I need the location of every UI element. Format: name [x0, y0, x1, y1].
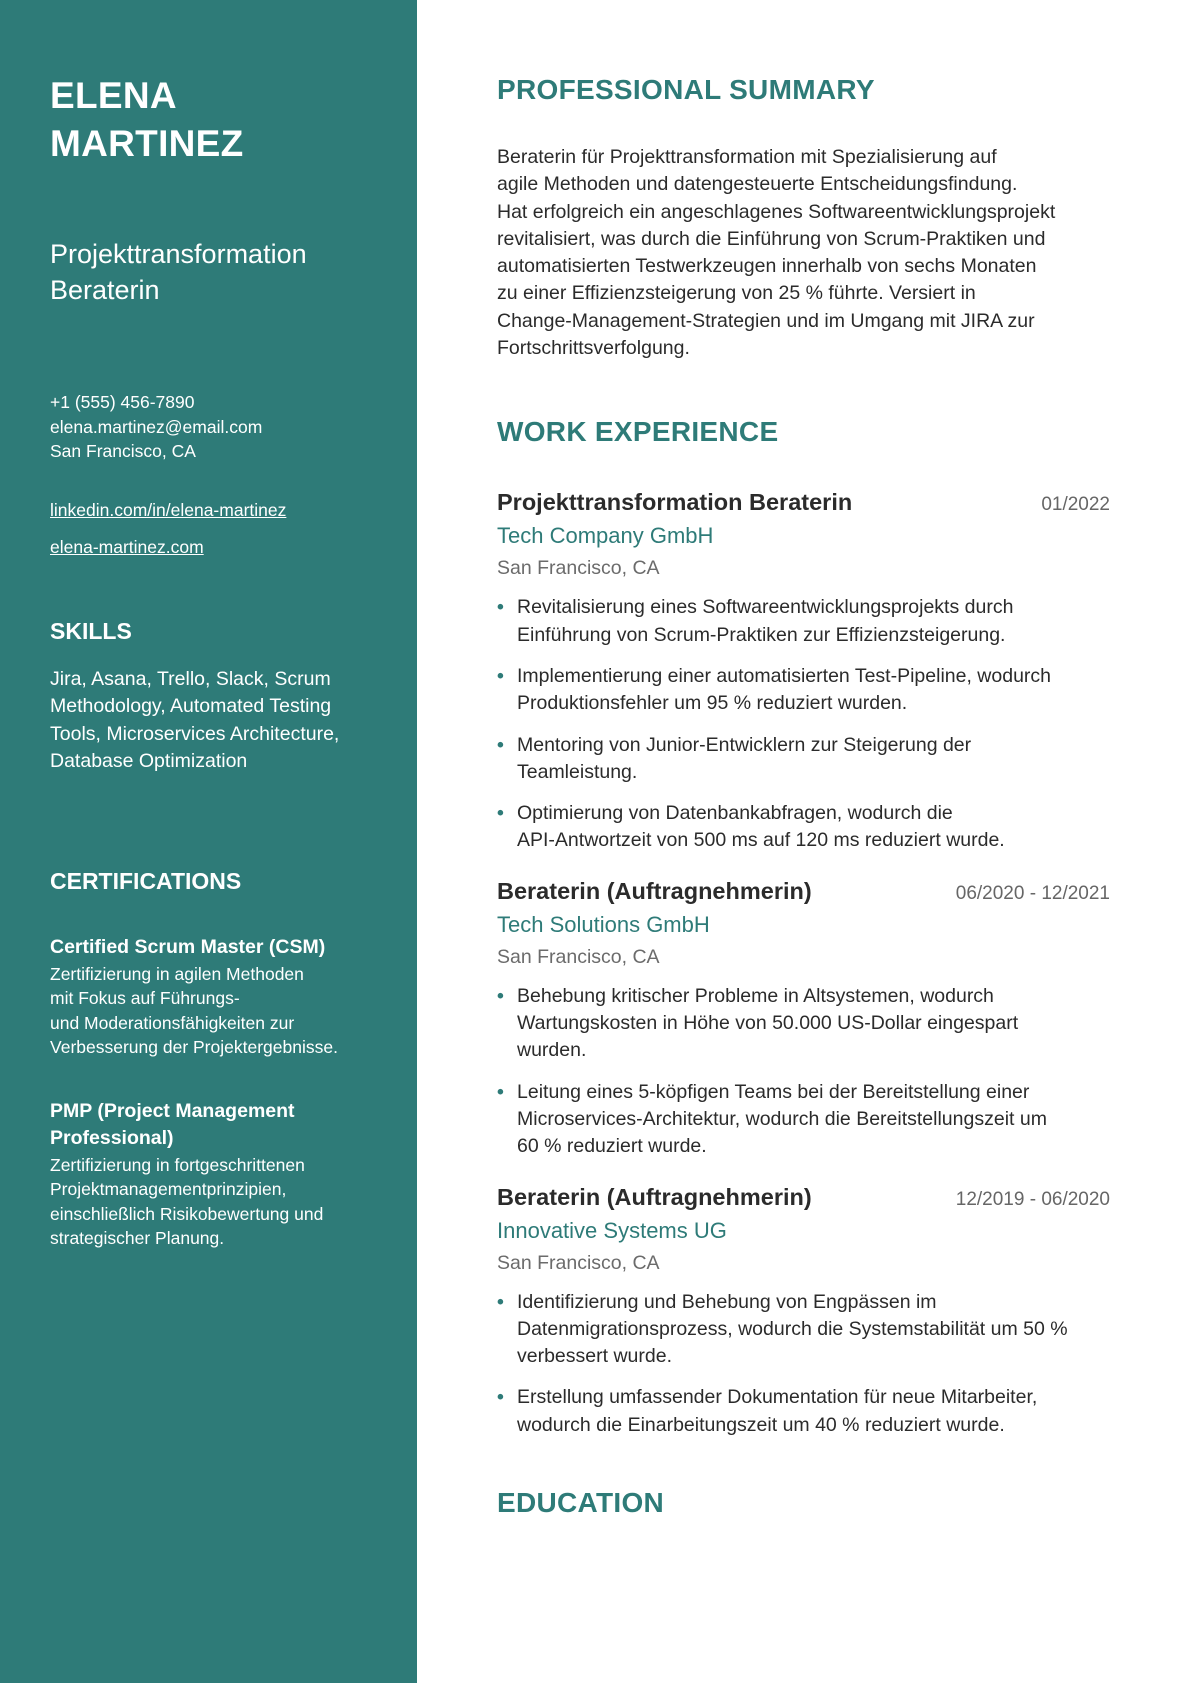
- skills-line: Methodology, Automated Testing: [50, 695, 332, 717]
- certification-description: [50, 1153, 377, 1251]
- job-location: San Francisco, CA: [497, 1251, 660, 1274]
- education-heading: EDUCATION: [497, 1487, 665, 1519]
- summary-line: zu einer Effizienzsteigerung von 25 % führte. Versiert in: [497, 282, 976, 305]
- certifications-heading: CERTIFICATIONS: [50, 867, 242, 894]
- bullet-icon: •: [497, 1080, 504, 1103]
- main-content: [417, 0, 1190, 1683]
- certification-item: [50, 1098, 377, 1251]
- job-title: Beraterin (Auftragnehmerin): [497, 1183, 812, 1210]
- summary-line: Change-Management-Strategien und im Umgang mit JIRA zur: [497, 309, 1035, 332]
- bullet-line: Teamleistung.: [517, 760, 638, 783]
- candidate-role: [50, 236, 377, 308]
- list-item: [497, 983, 1110, 1065]
- certification-description: [50, 962, 377, 1060]
- bullet-line: Behebung kritischer Probleme in Altsystemen, wodurch: [517, 984, 994, 1007]
- certification-title: [50, 1098, 377, 1152]
- bullet-line: wodurch die Einarbeitungszeit um 40 % reduziert wurde.: [517, 1413, 1005, 1436]
- job-entry: [497, 1181, 1110, 1439]
- role-line: Projekttransformation: [50, 239, 307, 269]
- job-title: Projekttransformation Beraterin: [497, 489, 853, 516]
- job-bullets: [497, 1289, 1110, 1439]
- candidate-name: ELENA MARTINEZ: [50, 75, 244, 164]
- summary-line: Fortschrittsverfolgung.: [497, 337, 690, 360]
- sidebar: [0, 0, 417, 1683]
- bullet-line: verbessert wurde.: [517, 1345, 672, 1368]
- certification-description-line: Verbesserung der Projektergebnisse.: [50, 1037, 338, 1057]
- job-location: San Francisco, CA: [497, 945, 660, 968]
- certification-description-line: Zertifizierung in agilen Methoden: [50, 963, 304, 984]
- job-header: [497, 875, 1110, 907]
- bullet-line: Revitalisierung eines Softwareentwicklungsprojekts durch: [517, 596, 1014, 619]
- bullet-line: Microservices-Architektur, wodurch die Bereitstellungszeit um: [517, 1107, 1047, 1130]
- contact-info: [50, 390, 377, 464]
- job-title: Beraterin (Auftragnehmerin): [497, 877, 812, 904]
- email-address: elena.martinez@email.com: [50, 416, 263, 437]
- skills-line: Tools, Microservices Architecture,: [50, 722, 340, 745]
- certification-description-line: einschließlich Risikobewertung und: [50, 1203, 324, 1224]
- bullet-line: Leitung eines 5-köpfigen Teams bei der Bereitstellung einer: [517, 1080, 1030, 1103]
- list-item: [497, 1384, 1110, 1439]
- skills-line: Jira, Asana, Trello, Slack, Scrum: [50, 667, 331, 690]
- certification-title-line: PMP (Project Management: [50, 1099, 295, 1122]
- website-link[interactable]: elena-martinez.com: [50, 536, 204, 557]
- certification-title-line: Certified Scrum Master (CSM): [50, 935, 326, 958]
- job-header: [497, 1181, 1110, 1213]
- skills-list: [50, 666, 377, 776]
- certification-description-line: Projektmanagementprinzipien,: [50, 1179, 287, 1199]
- bullet-line: wurden.: [517, 1039, 587, 1062]
- list-item: [497, 1289, 1110, 1371]
- bullet-icon: •: [497, 733, 504, 756]
- job-date: 01/2022: [1041, 494, 1110, 516]
- summary-line: agile Methoden und datengesteuerte Entscheidungsfindung.: [497, 173, 1018, 196]
- summary-line: Hat erfolgreich ein angeschlagenes Softwareentwicklungsprojekt: [497, 200, 1056, 223]
- certification-description-line: Zertifizierung in fortgeschrittenen: [50, 1154, 305, 1175]
- job-location: San Francisco, CA: [497, 557, 660, 580]
- bullet-line: Optimierung von Datenbankabfragen, wodurch die: [517, 802, 953, 825]
- company-name: Tech Company GmbH: [497, 523, 714, 549]
- phone-number: +1 (555) 456-7890: [50, 392, 195, 412]
- bullet-line: Identifizierung und Behebung von Engpässen im: [517, 1290, 937, 1313]
- certification-title: [50, 934, 377, 961]
- bullet-line: Mentoring von Junior-Entwicklern zur Steigerung der: [517, 733, 972, 756]
- bullet-icon: •: [497, 1386, 504, 1409]
- bullet-line: Erstellung umfassender Dokumentation für neue Mitarbeiter,: [517, 1386, 1038, 1409]
- bullet-line: Wartungskosten in Höhe von 50.000 US-Dollar eingespart: [517, 1012, 1019, 1035]
- certification-description-line: mit Fokus auf Führungs-: [50, 988, 240, 1008]
- summary-line: automatisierten Testwerkzeugen innerhalb von sechs Monaten: [497, 255, 1037, 278]
- bullet-line: Datenmigrationsprozess, wodurch die Systemstabilität um 50 %: [517, 1317, 1068, 1340]
- bullet-line: API-Antwortzeit von 500 ms auf 120 ms reduziert wurde.: [517, 829, 1005, 852]
- list-item: [497, 732, 1110, 787]
- bullet-line: Implementierung einer automatisierten Test-Pipeline, wodurch: [517, 664, 1052, 687]
- list-item: [497, 800, 1110, 855]
- job-date: 12/2019 - 06/2020: [955, 1188, 1110, 1210]
- bullet-icon: •: [497, 802, 504, 825]
- job-header: [497, 486, 1110, 518]
- list-item: [497, 1079, 1110, 1161]
- linkedin-link[interactable]: linkedin.com/in/elena-martinez: [50, 499, 287, 520]
- bullet-icon: •: [497, 664, 504, 687]
- summary-heading: PROFESSIONAL SUMMARY: [497, 74, 875, 105]
- role-line: Beraterin: [50, 275, 160, 305]
- list-item: [497, 663, 1110, 718]
- job-date: 06/2020 - 12/2021: [955, 882, 1110, 904]
- list-item: [497, 594, 1110, 649]
- location: San Francisco, CA: [50, 441, 196, 461]
- job-bullets: [497, 594, 1110, 854]
- certification-description-line: strategischer Planung.: [50, 1228, 225, 1248]
- summary-text: [497, 144, 1110, 362]
- job-entry: [497, 486, 1110, 854]
- bullet-line: 60 % reduziert wurde.: [517, 1135, 707, 1158]
- certification-item: [50, 934, 377, 1060]
- bullet-line: Einführung von Scrum-Praktiken zur Effizienzsteigerung.: [517, 623, 1006, 646]
- company-name: Innovative Systems UG: [497, 1217, 727, 1243]
- certification-description-line: und Moderationsfähigkeiten zur: [50, 1012, 295, 1033]
- skills-heading: SKILLS: [50, 617, 132, 644]
- certification-title-line: Professional): [50, 1126, 174, 1149]
- summary-line: revitalisiert, was durch die Einführung von Scrum-Praktiken und: [497, 227, 1046, 250]
- bullet-icon: •: [497, 1290, 504, 1313]
- bullet-icon: •: [497, 984, 504, 1007]
- work-experience-heading: WORK EXPERIENCE: [497, 416, 779, 448]
- job-bullets: [497, 983, 1110, 1161]
- job-entry: [497, 875, 1110, 1161]
- skills-line: Database Optimization: [50, 750, 248, 772]
- company-name: Tech Solutions GmbH: [497, 911, 710, 937]
- bullet-line: Produktionsfehler um 95 % reduziert wurden.: [517, 692, 908, 715]
- bullet-icon: •: [497, 596, 504, 619]
- summary-line: Beraterin für Projekttransformation mit Spezialisierung auf: [497, 146, 997, 168]
